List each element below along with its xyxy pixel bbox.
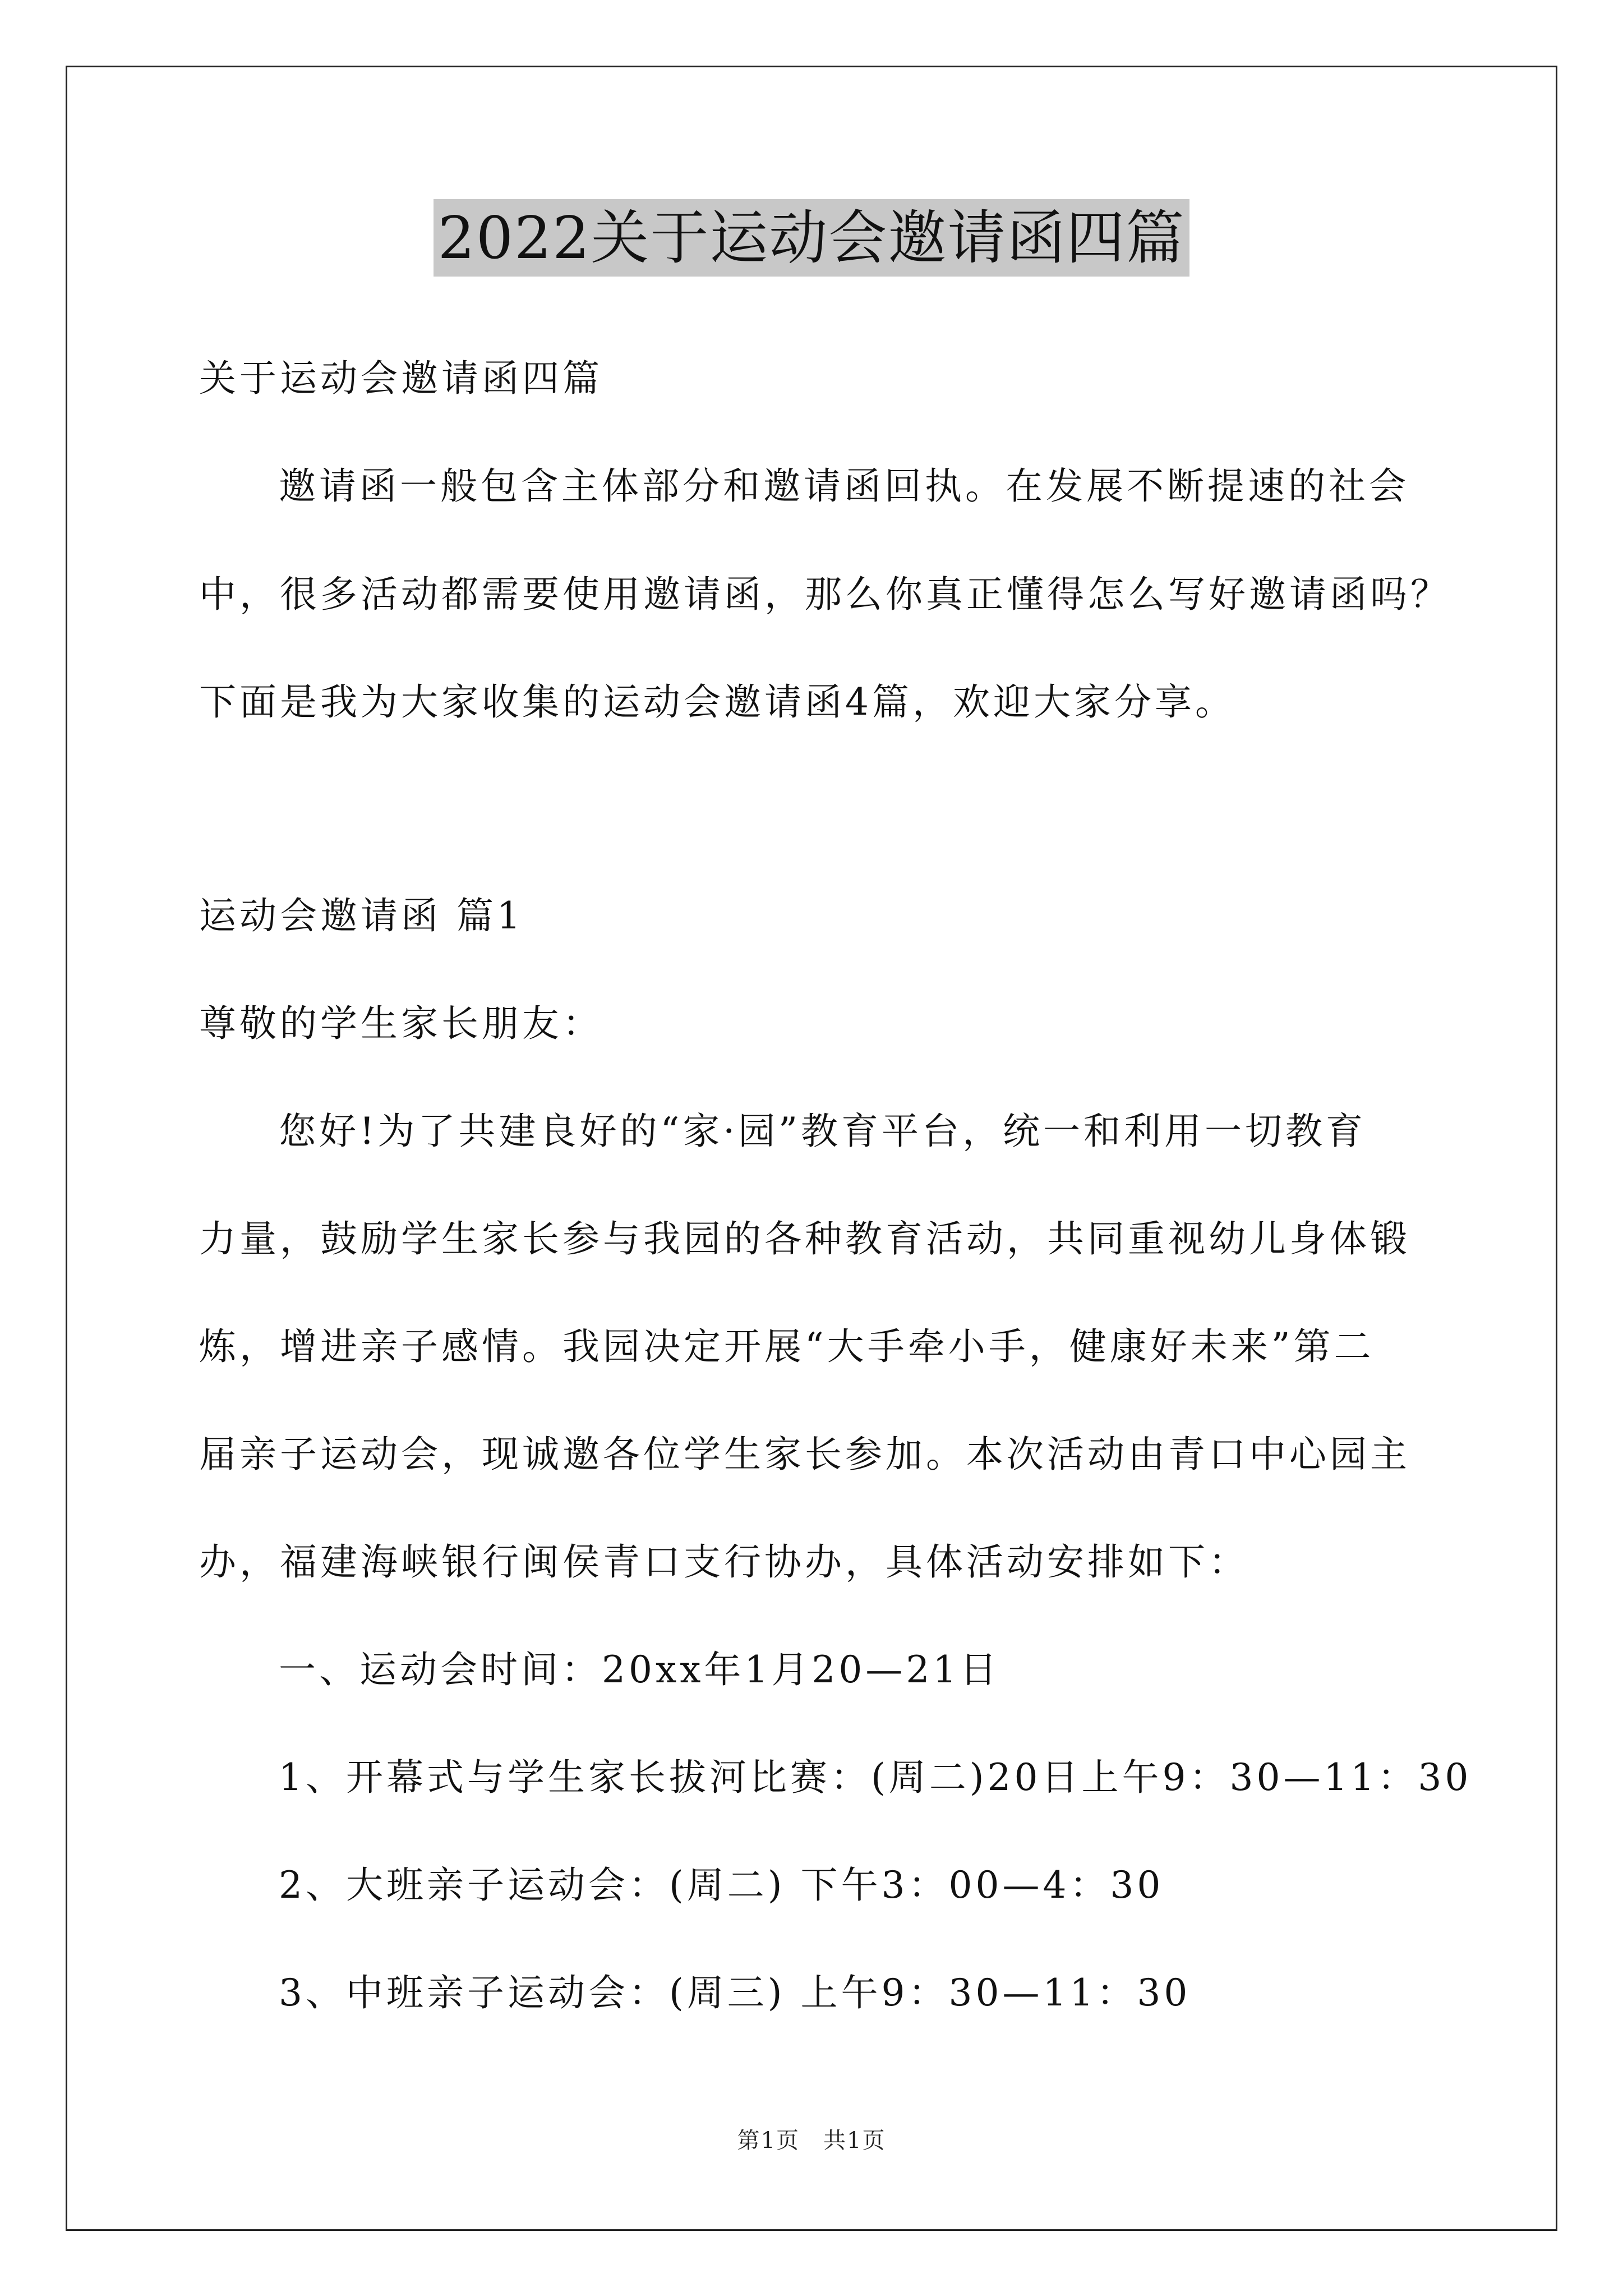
body-line-5: 办，福建海峡银行闽侯青口支行协办，具体活动安排如下： (199, 1540, 1249, 1584)
body-line-4: 届亲子运动会，现诚邀各位学生家长参加。本次活动由青口中心园主 (199, 1433, 1410, 1476)
section-heading: 运动会邀请函 篇1 (199, 894, 524, 937)
schedule-item-1: 一、运动会时间：20xx年1月20—21日 (279, 1648, 1000, 1691)
body-line-1: 您好!为了共建良好的“家·园”教育平台，统一和利用一切教育 (279, 1110, 1366, 1153)
schedule-item-3: 2、大班亲子运动会：(周二) 下午3：00—4：30 (279, 1864, 1164, 1907)
intro-line-3: 下面是我为大家收集的运动会邀请函4篇，欢迎大家分享。 (199, 680, 1235, 724)
page-footer: 第1页 共1页 (737, 2128, 886, 2154)
title-container (0, 199, 1623, 277)
intro-line-1: 邀请函一般包含主体部分和邀请函回执。在发展不断提速的社会 (279, 464, 1409, 508)
schedule-item-2: 1、开幕式与学生家长拔河比赛：(周二)20日上午9：30—11：30 (279, 1756, 1472, 1799)
document-title: 2022关于运动会邀请函四篇 (434, 199, 1190, 277)
body-line-2: 力量，鼓励学生家长参与我园的各种教育活动，共同重视幼儿身体锻 (199, 1217, 1410, 1260)
intro-line-2: 中，很多活动都需要使用邀请函，那么你真正懂得怎么写好邀请函吗？ (199, 573, 1451, 616)
body-line-3: 炼，增进亲子感情。我园决定开展“大手牵小手，健康好未来”第二 (199, 1325, 1375, 1368)
salutation: 尊敬的学生家长朋友： (199, 1002, 603, 1045)
document-subtitle: 关于运动会邀请函四篇 (199, 357, 603, 400)
schedule-item-4: 3、中班亲子运动会：(周三) 上午9：30—11：30 (279, 1971, 1191, 2014)
